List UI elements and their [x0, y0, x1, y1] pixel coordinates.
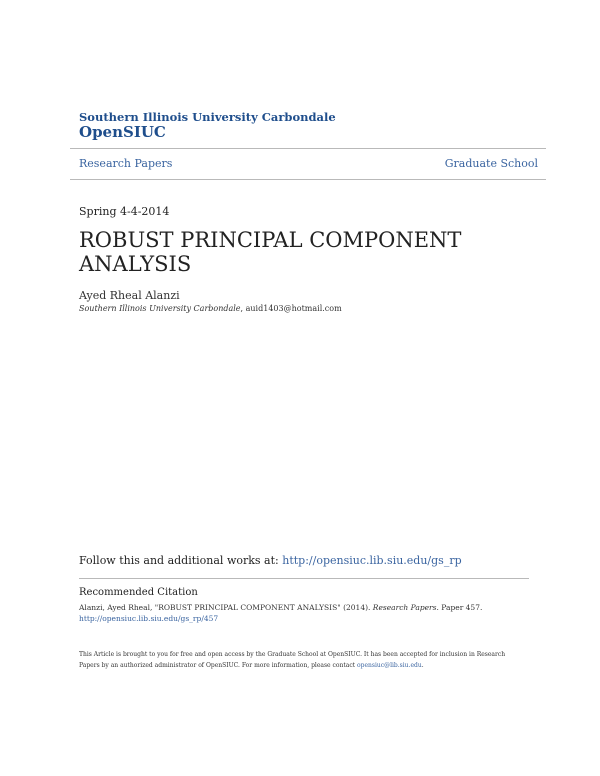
citation-text-after: Paper 457.: [438, 603, 483, 612]
author-name[interactable]: Ayed Rheal Alanzi: [79, 289, 180, 302]
publication-date: Spring 4-4-2014: [79, 205, 170, 218]
citation-text-before: Alanzi, Ayed Rheal, "ROBUST PRINCIPAL COMPONENT ANALYSIS" (2014).: [79, 603, 373, 612]
university-name: Southern Illinois University Carbondale: [79, 110, 336, 124]
nav-research-papers-link[interactable]: Research Papers: [79, 157, 173, 170]
paper-title: [79, 228, 499, 276]
follow-text: Follow this and additional works at:: [79, 554, 283, 567]
nav-graduate-school-link[interactable]: Graduate School: [444, 157, 538, 170]
affiliation-institution: Southern Illinois University Carbondale: [79, 304, 241, 313]
paper-title-line-2: ANALYSIS: [79, 252, 192, 276]
affiliation-email: , auid1403@hotmail.com: [240, 304, 342, 313]
recommended-citation-heading: Recommended Citation: [79, 587, 198, 598]
notice-text: This Article is brought to you for free and open access by the Graduate School at OpenSIUC. It has been accepted for inclusion in Research Papers by an authorized administrator of OpenSIUC. For more information, please contact: [79, 651, 506, 669]
citation-journal: Research Papers.: [372, 603, 439, 612]
header-divider-bottom: [70, 179, 546, 180]
contact-email-link[interactable]: opensiuc@lib.siu.edu: [357, 662, 422, 669]
citation-divider: [79, 578, 529, 579]
follow-line: [79, 554, 462, 567]
author-affiliation: [79, 304, 342, 313]
citation-text: [79, 603, 519, 612]
header-divider-top: [70, 148, 546, 149]
notice-end: .: [421, 662, 424, 669]
follow-url-link[interactable]: http://opensiuc.lib.siu.edu/gs_rp: [282, 554, 462, 567]
repository-name[interactable]: OpenSIUC: [79, 123, 166, 141]
citation-url-link[interactable]: http://opensiuc.lib.siu.edu/gs_rp/457: [79, 614, 219, 623]
paper-title-line-1: ROBUST PRINCIPAL COMPONENT: [79, 228, 462, 252]
access-notice: [79, 649, 519, 671]
